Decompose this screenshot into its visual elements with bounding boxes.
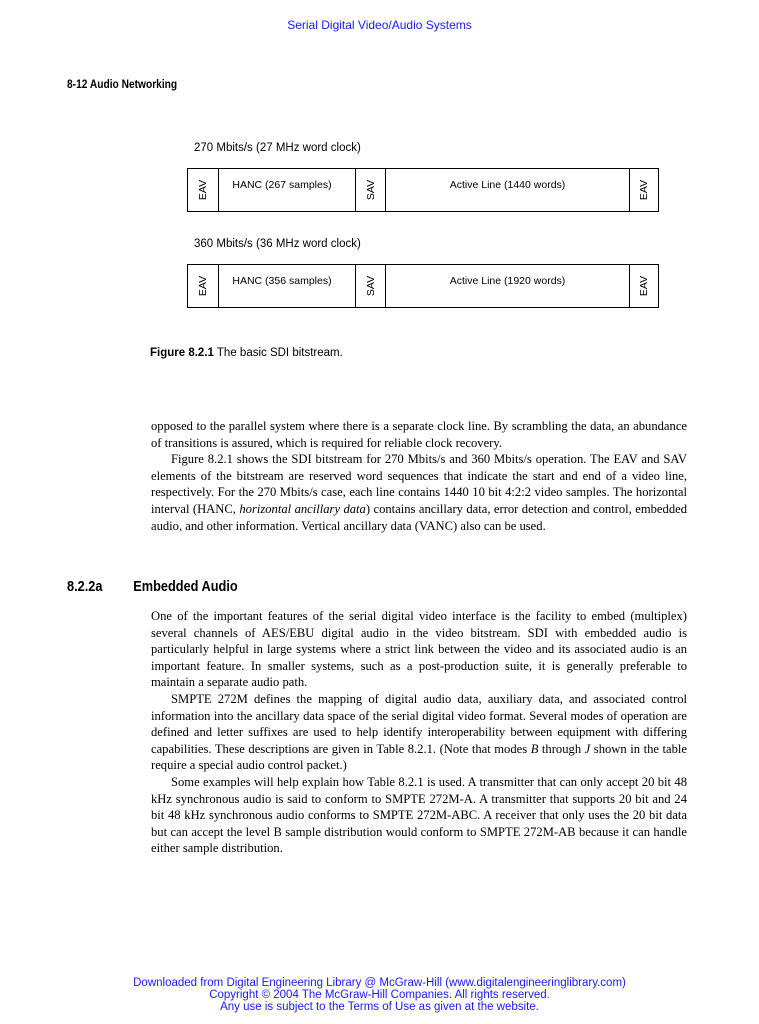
eav-end-cell: EAV: [629, 265, 658, 307]
active-line-cell: Active Line (1920 words): [385, 265, 629, 307]
footer-download-link[interactable]: Downloaded from Digital Engineering Library @ McGraw-Hill (www.digitalengineeringlibrary.com): [133, 977, 626, 989]
rate-label-270: 270 Mbits/s (27 MHz word clock): [194, 142, 361, 154]
active-line-cell: Active Line (1440 words): [385, 169, 629, 211]
eav-end-cell: EAV: [629, 169, 658, 211]
paragraph: One of the important features of the serial digital video interface is the facility to embed (multiplex) several channels of AES/EBU digital audio in the video bitstream. SDI with embedded audio is particularly helpful in large systems where a strict link between the video and its associated audio is an important feature. In smaller systems, such as a post-production suite, it is generally preferable to maintain a separate audio path.: [151, 609, 687, 690]
figure-caption-text: The basic SDI bitstream.: [213, 347, 343, 359]
paragraph: opposed to the parallel system where there is a separate clock line. By scrambling the data, an abundance of transitions is assured, which is required for reliable clock recovery.: [151, 419, 687, 450]
body-text: [151, 608, 687, 857]
eav-start-cell: EAV: [197, 179, 209, 201]
paragraph: SMPTE 272M defines the mapping of digital audio data, auxiliary data, and associated control information into the ancillary data space of the serial digital video format. Several modes of operation are defined and letter suffixes are used to help identify interoperability between equipment with differing capabilities. These descriptions are given in Table 8.2.1. (Note that modes B through J shown in the table require a special audio control packet.): [151, 691, 687, 773]
bitstream-row-360: [187, 264, 659, 308]
subsection-title: Embedded Audio: [133, 578, 238, 595]
bitstream-row-270: [187, 168, 659, 212]
eav-start-cell: EAV: [197, 275, 209, 297]
paragraph: Figure 8.2.1 shows the SDI bitstream for 270 Mbits/s and 360 Mbits/s operation. The EAV and SAV elements of the bitstream are reserved word sequences that indicate the start and end of a video line, respectively. For the 270 Mbits/s case, each line contains 1440 10 bit 4:2:2 video samples. The horizontal interval (HANC, horizontal ancillary data) contains ancillary data, error detection and control, embedded audio, and other information. Vertical ancillary data (VANC) also can be used.: [151, 452, 687, 533]
subsection-heading: [67, 578, 238, 595]
paragraph: Some examples will help explain how Table 8.2.1 is used. A transmitter that can only accept 20 bit 48 kHz synchronous audio is said to conform to SMPTE 272M-A. A transmitter that supports 20 bit and 24 bit 48 kHz synchronous audio conforms to SMPTE 272M-ABC. A receiver that only uses the 20 bit data but can accept the level B sample distribution would conform to SMPTE 272M-AB because it can handle either sample distribution.: [151, 774, 687, 856]
footer[interactable]: [0, 977, 759, 1013]
hanc-cell: HANC (356 samples): [218, 265, 345, 307]
footer-copyright[interactable]: Copyright © 2004 The McGraw-Hill Companies. All rights reserved.: [209, 989, 550, 1001]
footer-terms[interactable]: Any use is subject to the Terms of Use as given at the website.: [220, 1001, 539, 1013]
figure-caption: [150, 347, 343, 359]
hanc-cell: HANC (267 samples): [218, 169, 345, 211]
intro-text: [151, 418, 687, 534]
sav-cell: SAV: [355, 265, 385, 307]
figure-number: Figure 8.2.1: [150, 347, 214, 359]
subsection-number: 8.2.2a: [67, 578, 103, 595]
sav-cell: SAV: [355, 169, 385, 211]
rate-label-360: 360 Mbits/s (36 MHz word clock): [194, 238, 361, 250]
running-header: Serial Digital Video/Audio Systems: [287, 18, 472, 32]
section-header: 8-12 Audio Networking: [67, 77, 178, 91]
